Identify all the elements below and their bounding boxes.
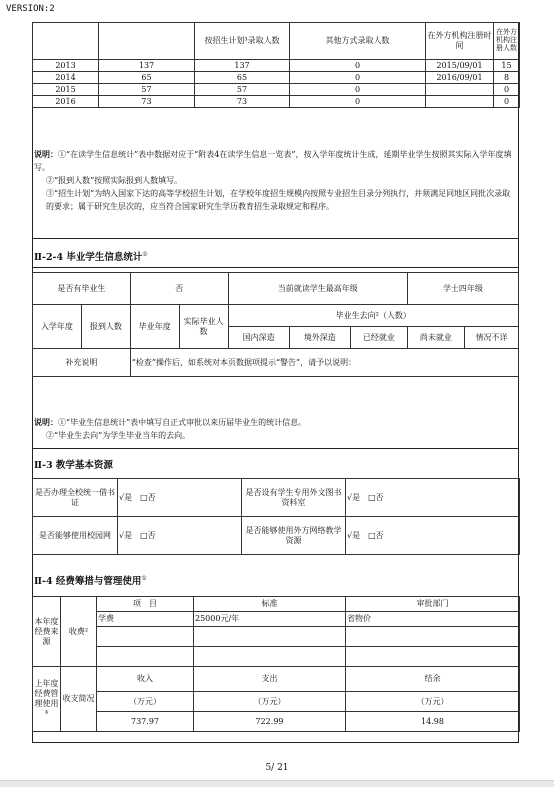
highest-grade-value: 学士四年级 [407,273,518,305]
destination-unknown: 情况不详 [464,327,518,349]
divider [32,238,519,239]
header-foreign-reg-time: 在外方机构注册时间 [426,23,494,60]
graduate-header-row [33,305,519,327]
reg-time-cell: 2016/09/01 [426,72,494,84]
reg-time-cell: 2015/09/01 [426,60,494,72]
reported-cell: 57 [99,84,195,96]
destination-employed: 已经就业 [350,327,407,349]
table-row [33,517,520,555]
col-item: 项 目 [97,597,194,612]
table-row [33,60,520,72]
year-cell: 2014 [33,72,99,84]
enrollment-table [32,22,520,108]
income-source-side-label: 本年度经费来源 [33,597,61,667]
destination-overseas-study: 境外深造 [289,327,350,349]
has-graduates-label: 是否有毕业生 [33,273,131,305]
note-line: ③“招生计划”为纳入国家下达的高等学校招生计划，在学校年度招生规模内按照专业招生目录分列执行，并须满足同地区同批次录取的要求；属于研究生层次的，应当符合国家研究生学历教育招生录取规定和程序。 [46,189,511,211]
col-reported: 报到人数 [81,305,130,349]
table-row [33,667,520,692]
col-standard: 标准 [194,597,346,612]
graduate-table [32,272,519,377]
page-number: 5/ 21 [265,763,289,773]
foreign-library-value[interactable]: √是 □否 [346,479,520,517]
highest-grade-label: 当前就读学生最高年级 [228,273,407,305]
note-text: ①“在读学生信息统计”表中数据对应于“附表4在读学生信息一览表”，按入学年度统计生成，延期毕业学生按照其实际入学年度填写。 [34,150,512,172]
table-row [33,597,520,612]
graduate-notes [34,416,516,442]
header-other-admitted: 其他方式录取人数 [290,23,426,60]
has-graduates-value: 否 [130,273,228,305]
foreign-resources-value[interactable]: √是 □否 [346,517,520,555]
plan-cell: 57 [195,84,290,96]
other-cell: 0 [290,84,426,96]
expense-unit: （万元） [194,692,346,712]
header-plan-admitted: 按招生计划³录取人数 [195,23,290,60]
section-title-graduates: Ⅱ-2-4 毕业学生信息统计① [34,250,148,263]
table-row [33,612,520,627]
divider [32,448,519,449]
plan-cell: 73 [195,96,290,108]
note-line: 说明：①“在读学生信息统计”表中数据对应于“附表4在读学生信息一览表”，按入学年度统计生成，延期毕业学生按照其实际入学年度填写。 [34,149,512,172]
header-cell [33,23,99,60]
reg-count-cell: 0 [494,96,520,108]
library-card-value[interactable]: √是 □否 [118,479,242,517]
expense-use-side-label: 上年度经费管理使用⁴ [33,667,61,732]
reported-cell: 73 [99,96,195,108]
funding-table [32,596,520,732]
balance-label: 收支简况 [61,667,97,732]
reg-time-cell [426,84,494,96]
header-cell [99,23,195,60]
resource-table [32,478,520,555]
library-card-label: 是否办理全校统一借书证 [33,479,118,517]
col-actual-grads: 实际毕业人数 [179,305,228,349]
expense-value: 722.99 [194,712,346,732]
foreign-library-label: 是否设有学生专用外文图书资料室 [242,479,346,517]
table-row [33,96,520,108]
fee-standard: 25000元/年 [194,612,346,627]
col-approval: 审批部门 [346,597,520,612]
fee-item: 学费 [97,612,194,627]
other-cell: 0 [290,60,426,72]
table-row [33,692,520,712]
note-label: 说明 [34,149,50,159]
fee-label: 收费² [61,597,97,667]
version-label: VERSION:2 [6,4,55,14]
reg-time-cell [426,96,494,108]
supplement-label: 补充说明 [33,349,131,377]
fee-approval: 省物价 [346,612,520,627]
table-row [33,712,520,732]
graduate-summary-row [33,273,519,305]
income-label: 收入 [97,667,194,692]
surplus-label: 结余 [346,667,520,692]
expense-label: 支出 [194,667,346,692]
divider [32,267,519,268]
other-cell: 0 [290,96,426,108]
year-cell: 2013 [33,60,99,72]
reported-cell: 137 [99,60,195,72]
note-line: ②“报到人数”按照实际报到人数填写。 [46,176,183,185]
reg-count-cell: 15 [494,60,520,72]
note-line: 说明：①“毕业生信息统计”表中填写自正式审批以来历届毕业生的统计信息。 [34,417,307,427]
income-unit: （万元） [97,692,194,712]
year-cell: 2016 [33,96,99,108]
section-title-resources: Ⅱ-3 教学基本资源 [34,460,113,471]
destination-unemployed: 尚未就业 [407,327,464,349]
plan-cell: 65 [195,72,290,84]
table-row [33,84,520,96]
surplus-value: 14.98 [346,712,520,732]
col-grad-year: 毕业年度 [130,305,179,349]
supplement-row [33,349,519,377]
note-text: ①“毕业生信息统计”表中填写自正式审批以来历届毕业生的统计信息。 [58,418,307,427]
year-cell: 2015 [33,84,99,96]
reported-cell: 65 [99,72,195,84]
header-foreign-reg-count: 在外方机构注册人数 [494,23,520,60]
enrollment-notes [34,148,516,213]
col-enroll-year: 入学年度 [33,305,82,349]
reg-count-cell: 0 [494,84,520,96]
note-line: ②“毕业生去向”为学生毕业当年的去向。 [46,431,191,440]
plan-cell: 137 [195,60,290,72]
note-label: 说明 [34,417,50,427]
foreign-resources-label: 是否能够使用外方网络教学资源 [242,517,346,555]
enrollment-header-row [33,23,520,60]
destination-header: 毕业生去向²（人数） [228,305,518,327]
destination-domestic-study: 国内深造 [228,327,289,349]
income-value: 737.97 [97,712,194,732]
supplement-text[interactable]: “检查”操作后，如系统对本页数据项提示“警告”，请予以说明： [130,349,518,377]
table-row [33,72,520,84]
campus-network-value[interactable]: √是 □否 [118,517,242,555]
other-cell: 0 [290,72,426,84]
surplus-unit: （万元） [346,692,520,712]
reg-count-cell: 8 [494,72,520,84]
section-title-funding: Ⅱ-4 经费筹措与管理使用① [34,574,147,587]
campus-network-label: 是否能够使用校园网 [33,517,118,555]
table-row [33,479,520,517]
